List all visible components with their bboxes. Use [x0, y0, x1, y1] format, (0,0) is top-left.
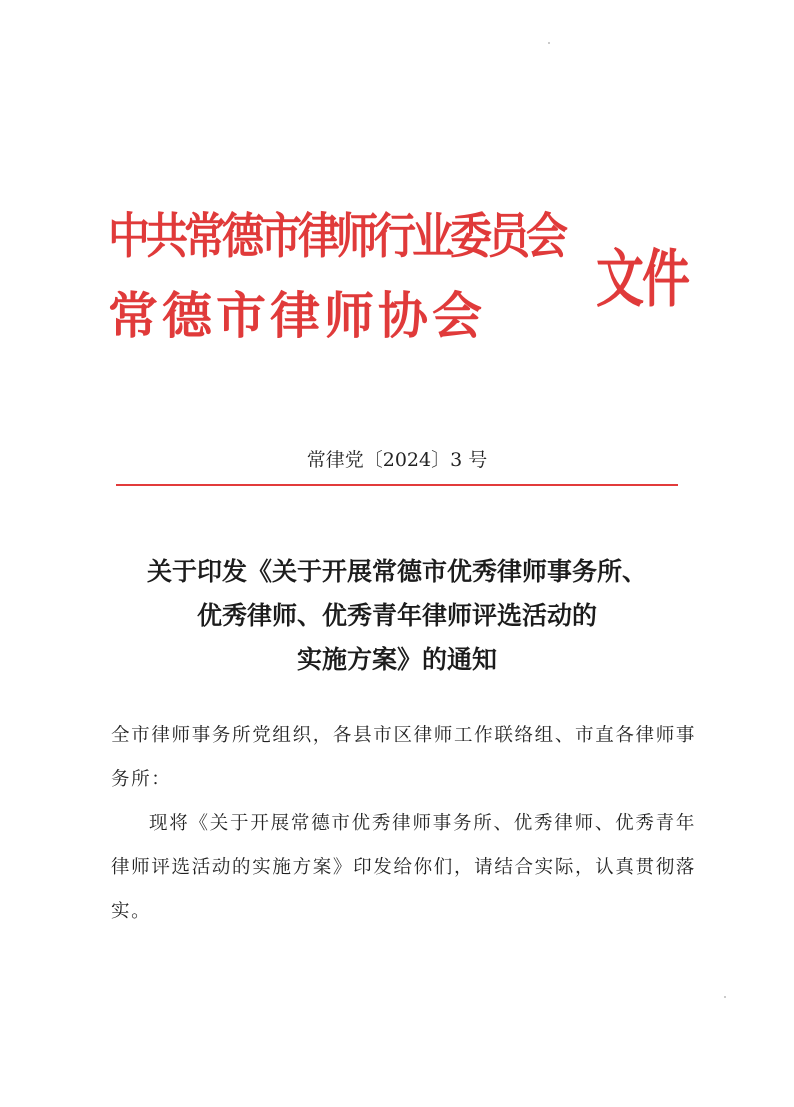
- scan-speck: [724, 996, 726, 998]
- document-label: 文件: [596, 243, 689, 316]
- title-line-3: 实施方案》的通知: [296, 645, 497, 674]
- title-line-2: 优秀律师、优秀青年律师评选活动的: [196, 601, 597, 630]
- document-header: [0, 0, 794, 420]
- document-number: 常律党〔2024〕3 号: [306, 449, 488, 471]
- document-body: [111, 714, 696, 934]
- scan-speck: [548, 42, 550, 44]
- title-line-1: 关于印发《关于开展常德市优秀律师事务所、: [146, 557, 647, 586]
- red-divider-line: [116, 484, 678, 486]
- body-paragraph: 现将《关于开展常德市优秀律师事务所、优秀律师、优秀青年律师评选活动的实施方案》印发给你们，请结合实际，认真贯彻落实。: [111, 813, 696, 922]
- salutation: 全市律师事务所党组织，各县市区律师工作联络组、市直各律师事务所：: [111, 725, 696, 790]
- issuing-organization-1: 中共常德市律师行业委员会: [108, 207, 565, 264]
- issuing-organization-2: 常德市律师协会: [108, 287, 486, 345]
- document-title: [80, 550, 714, 682]
